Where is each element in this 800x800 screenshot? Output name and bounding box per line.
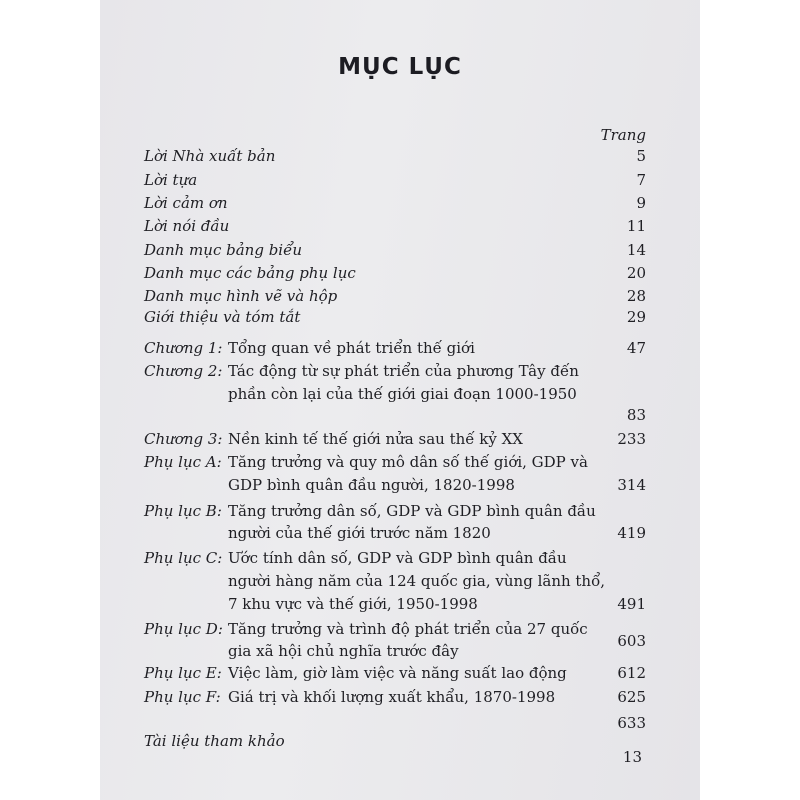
toc-chapter-title: Nền kinh tế thế giới nửa sau thế kỷ XX xyxy=(228,430,523,448)
toc-entry-title: Tài liệu tham khảo xyxy=(144,732,285,750)
toc-entry xyxy=(144,262,646,284)
toc-entry-title: Danh mục các bảng phụ lục xyxy=(144,264,356,282)
toc-entry-page: 612 xyxy=(617,664,646,682)
toc-appendix-label: Phụ lục D: xyxy=(144,620,223,638)
toc-appendix-label: Phụ lục E: xyxy=(144,664,222,682)
toc-appendix-title-line: 7 khu vực và thế giới, 1950-1998 xyxy=(228,595,478,613)
toc-appendix-label: Phụ lục F: xyxy=(144,688,221,706)
toc-page-row xyxy=(144,404,646,426)
toc-appendix-title: Việc làm, giờ làm việc và năng suất lao động xyxy=(228,664,567,682)
toc-entry-page: 419 xyxy=(617,524,646,542)
toc-entry-title: Lời tựa xyxy=(144,171,198,189)
toc-entry xyxy=(144,730,646,752)
toc-appendix-title: Tăng trưởng dân số, GDP và GDP bình quân đầu xyxy=(228,502,596,520)
toc-appendix xyxy=(144,686,646,708)
toc-entry-title: Lời Nhà xuất bản xyxy=(144,147,276,165)
toc-entry-page: 633 xyxy=(617,714,646,732)
toc-entry-title: Danh mục bảng biểu xyxy=(144,241,302,259)
toc-appendix-continuation xyxy=(144,570,646,592)
toc-entry xyxy=(144,145,646,167)
toc-chapter-label: Chương 2: xyxy=(144,362,223,380)
toc-chapter xyxy=(144,360,646,382)
toc-appendix-label: Phụ lục C: xyxy=(144,549,223,567)
toc-entry-page: 7 xyxy=(636,171,646,189)
toc-entry-page: 625 xyxy=(617,688,646,706)
toc-chapter-title: Tác động từ sự phát triển của phương Tây đến xyxy=(228,362,579,380)
page-title: MỤC LỤC xyxy=(338,54,462,80)
toc-entry-page: 314 xyxy=(617,476,646,494)
toc-page-row xyxy=(144,630,646,652)
toc-entry xyxy=(144,239,646,261)
toc-chapter xyxy=(144,337,646,359)
toc-entry-page: 9 xyxy=(636,194,646,212)
toc-appendix xyxy=(144,451,646,473)
toc-appendix-title: Tăng trưởng và quy mô dân số thế giới, GDP và xyxy=(228,453,588,471)
toc-entry-page: 29 xyxy=(626,308,646,326)
toc-appendix-label: Phụ lục A: xyxy=(144,453,222,471)
toc-entry-page: 11 xyxy=(626,217,646,235)
toc-chapter xyxy=(144,428,646,450)
toc-entry xyxy=(144,215,646,237)
toc-appendix-continuation xyxy=(144,593,646,615)
toc-entry-page: 233 xyxy=(617,430,646,448)
toc-entry-title: Lời cảm ơn xyxy=(144,194,228,212)
toc-entry-page: 491 xyxy=(617,595,646,613)
page-column-header: Trang xyxy=(600,126,646,144)
toc-appendix-continuation xyxy=(144,474,646,496)
toc-entry xyxy=(144,306,646,328)
toc-entry-title: Danh mục hình vẽ và hộp xyxy=(144,287,338,305)
toc-entry-page: 20 xyxy=(626,264,646,282)
toc-appendix-title: Ước tính dân số, GDP và GDP bình quân đầu xyxy=(228,549,567,567)
page-number: 13 xyxy=(622,748,642,766)
toc-chapter-title: Tổng quan về phát triển thế giới xyxy=(228,339,475,357)
toc-appendix-title: Giá trị và khối lượng xuất khẩu, 1870-1998 xyxy=(228,688,556,706)
book-page xyxy=(100,0,700,800)
toc-entry-page: 83 xyxy=(626,406,646,424)
toc-appendix-continuation xyxy=(144,522,646,544)
toc-chapter-label: Chương 3: xyxy=(144,430,223,448)
toc-appendix-title-line: GDP bình quân đầu người, 1820-1998 xyxy=(228,476,515,494)
toc-appendix-label: Phụ lục B: xyxy=(144,502,222,520)
toc-entry xyxy=(144,169,646,191)
toc-appendix xyxy=(144,547,646,569)
toc-appendix-title-line: gia xã hội chủ nghĩa trước đây xyxy=(228,642,459,660)
toc-chapter-title-line: phần còn lại của thế giới giai đoạn 1000-1950 xyxy=(228,385,577,403)
toc-entry-page: 47 xyxy=(626,339,646,357)
toc-entry-page: 5 xyxy=(636,147,646,165)
toc-entry-page: 28 xyxy=(626,287,646,305)
toc-entry-title: Lời nói đầu xyxy=(144,217,230,235)
toc-appendix-title-line: người hàng năm của 124 quốc gia, vùng lãnh thổ, xyxy=(228,572,606,590)
toc-entry-title: Giới thiệu và tóm tắt xyxy=(144,308,301,326)
toc-entry-page: 14 xyxy=(626,241,646,259)
toc-entry-page: 603 xyxy=(617,632,646,650)
toc-appendix xyxy=(144,662,646,684)
toc-chapter-label: Chương 1: xyxy=(144,339,223,357)
toc-appendix xyxy=(144,500,646,522)
toc-chapter-continuation xyxy=(144,383,646,405)
toc-entry xyxy=(144,192,646,214)
toc-entry xyxy=(144,285,646,307)
toc-appendix-title: Tăng trưởng và trình độ phát triển của 27 quốc xyxy=(228,620,588,638)
toc-appendix-title-line: người của thế giới trước năm 1820 xyxy=(228,524,491,542)
